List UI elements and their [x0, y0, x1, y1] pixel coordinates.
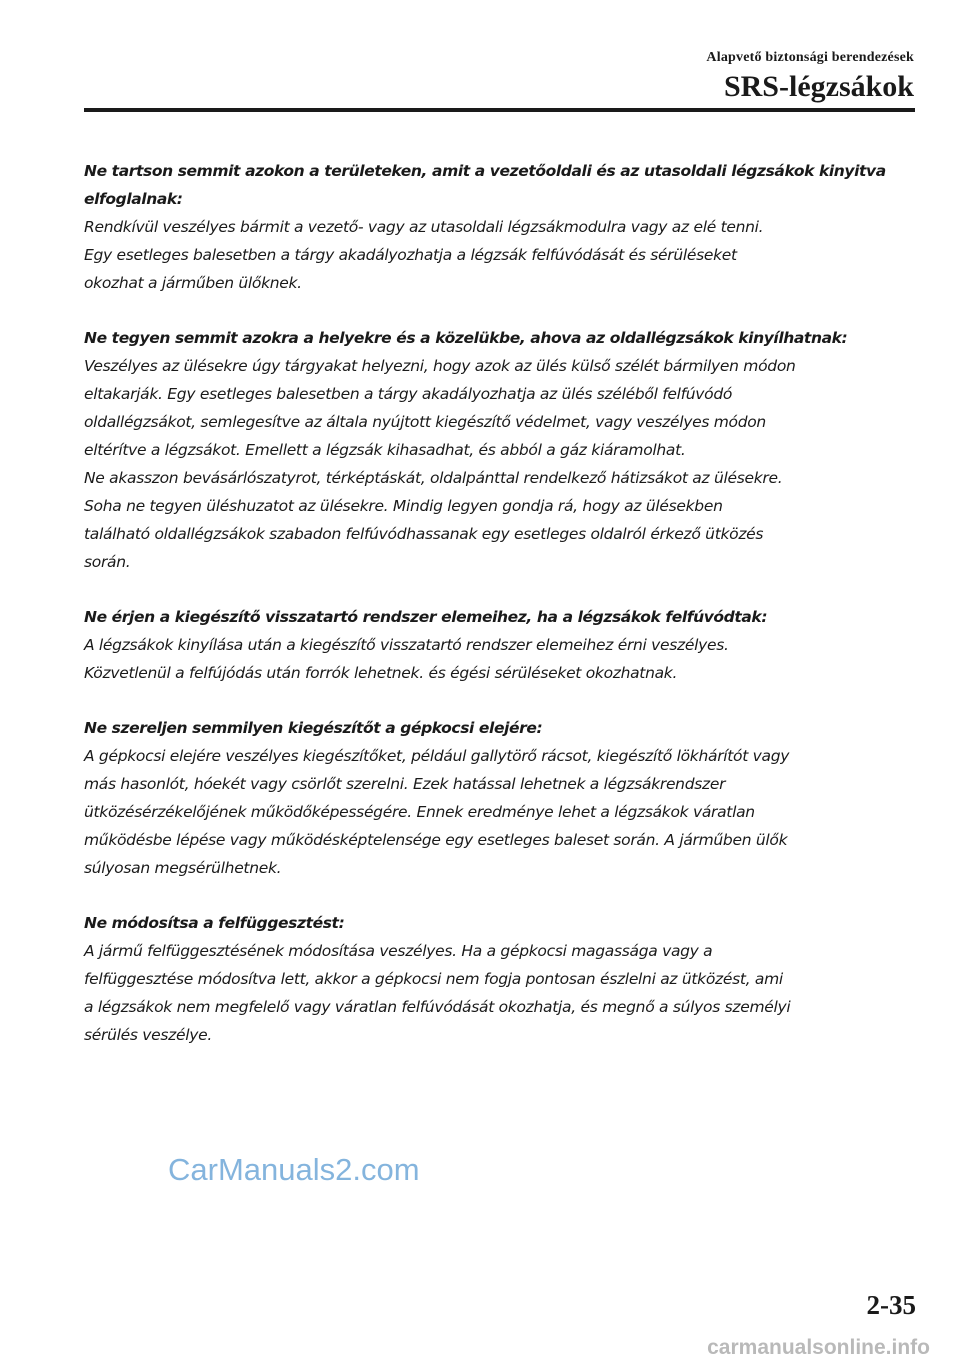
section-body: A légzsákok kinyílása után a kiegészítő visszatartó rendszer elemeihez érni veszélyes. Közvetlenül a felfújódás után forrók lehetnek. és égési sérüléseket okozhatnak. — [84, 636, 729, 682]
warning-section — [84, 157, 916, 297]
page-header — [706, 50, 914, 104]
watermark-text: CarManuals2.com — [168, 1152, 420, 1187]
warning-section — [84, 909, 916, 1049]
warning-section — [84, 324, 916, 576]
section-body: Veszélyes az ülésekre úgy tárgyakat helyezni, hogy azok az ülés külső szélét bármilyen módon eltakarják. Egy esetleges balesetben a tárgy akadályozhatja az ülés széléből felfúvódó oldallégzsákot, semlegesítve az általa nyújtott kiegészítő védelmet, vagy veszélyes módon eltérítve a légzsákot. Emellett a légzsák kihasadhat, és abból a gáz kiáramolhat. Ne akasszon bevásárlószatyrot, térképtáskát, oldalpánttal rendelkező hátizsákot az ülésekre. Soha ne tegyen üléshuzatot az ülésekre. Mindig legyen gondja rá, hogy az ülésekben található oldallégzsákok szabadon felfúvódhassanak egy esetleges oldalról érkező ütközés során. — [84, 357, 796, 571]
section-body: A gépkocsi elejére veszélyes kiegészítőket, például gallytörő rácsot, kiegészítő lökhárítót vagy más hasonlót, hóekét vagy csörlőt szerelni. Ezek hatással lehetnek a légzsákrendszer ütközésérzékelőjének működőképességére. Ennek eredménye lehet a légzsákok váratlan működésbe lépése vagy működésképtelensége egy esetleges baleset során. A járműben ülők súlyosan megsérülhetnek. — [84, 747, 790, 877]
page-number: 2-35 — [866, 1290, 916, 1320]
section-heading: Ne érjen a kiegészítő visszatartó rendszer elemeihez, ha a légzsákok felfúvódtak: — [84, 608, 768, 626]
page-title: SRS-légzsákok — [723, 70, 914, 103]
header-divider — [84, 108, 915, 112]
footer-site-mark: carmanualsonline.info — [707, 1336, 930, 1359]
section-name: Alapvető biztonsági berendezések — [706, 50, 914, 65]
main-content — [84, 157, 916, 1076]
section-heading: Ne tartson semmit azokon a területeken, amit a vezetőoldali és az utasoldali légzsákok kinyitva elfoglalnak: — [84, 162, 886, 208]
section-heading: Ne tegyen semmit azokra a helyekre és a közelükbe, ahova az oldallégzsákok kinyílhatnak: — [84, 329, 848, 347]
warning-section — [84, 714, 916, 882]
section-heading: Ne szereljen semmilyen kiegészítőt a gépkocsi elejére: — [84, 719, 543, 737]
section-body: A jármű felfüggesztésének módosítása veszélyes. Ha a gépkocsi magassága vagy a felfüggesztése módosítva lett, akkor a gépkocsi nem fogja pontosan észlelni az ütközést, ami a légzsákok nem megfelelő vagy váratlan felfúvódását okozhatja, és megnő a súlyos személyi sérülés veszélye. — [84, 942, 791, 1044]
warning-section — [84, 603, 916, 687]
section-body: Rendkívül veszélyes bármit a vezető- vagy az utasoldali légzsákmodulra vagy az elé tenni. Egy esetleges balesetben a tárgy akadályozhatja a légzsák felfúvódását és sérüléseket okozhat a járműben ülőknek. — [84, 218, 764, 292]
section-heading: Ne módosítsa a felfüggesztést: — [84, 914, 345, 932]
